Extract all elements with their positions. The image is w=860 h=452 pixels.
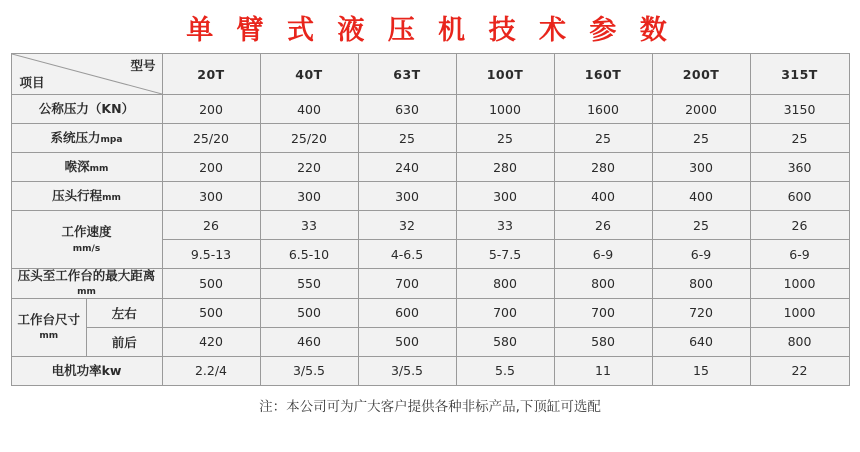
cell-value: 300	[652, 153, 750, 182]
row-sublabel-left-right: 左右	[87, 298, 163, 327]
column-header-model-2: 40T	[260, 54, 358, 95]
cell-value: 700	[358, 269, 456, 299]
cell-value: 700	[554, 298, 652, 327]
column-header-model-6: 200T	[652, 54, 750, 95]
cell-value: 460	[260, 327, 358, 356]
table-row	[11, 95, 849, 124]
cell-value: 630	[358, 95, 456, 124]
row-label-working-speed	[11, 211, 162, 269]
cell-value: 550	[260, 269, 358, 299]
cell-value: 25	[358, 124, 456, 153]
cell-value: 1600	[554, 95, 652, 124]
cell-value: 25	[456, 124, 554, 153]
cell-value: 9.5-13	[162, 240, 260, 269]
cell-value: 26	[554, 211, 652, 240]
cell-value: 26	[162, 211, 260, 240]
cell-value: 2.2/4	[162, 356, 260, 385]
cell-value: 6.5-10	[260, 240, 358, 269]
footer-note: 注：本公司可为广大客户提供各种非标产品,下顶缸可选配	[259, 398, 601, 415]
table-row	[11, 182, 849, 211]
table-header-row	[11, 54, 849, 95]
cell-value: 200	[162, 153, 260, 182]
row-label-throat-depth	[11, 153, 162, 182]
column-header-model-1: 20T	[162, 54, 260, 95]
row-label-unit: mm	[77, 287, 96, 298]
cell-value: 400	[554, 182, 652, 211]
cell-value: 280	[456, 153, 554, 182]
cell-value: 800	[652, 269, 750, 299]
cell-value: 220	[260, 153, 358, 182]
row-label-unit: mm	[102, 192, 121, 203]
table-row	[11, 211, 849, 240]
row-label-unit: mm	[39, 331, 59, 342]
cell-value: 420	[162, 327, 260, 356]
cell-value: 280	[554, 153, 652, 182]
row-label-unit: mm	[89, 163, 109, 174]
cell-value: 5.5	[456, 356, 554, 385]
cell-value: 500	[358, 327, 456, 356]
row-label-max-distance	[11, 269, 162, 299]
row-label-text: 压头行程	[52, 187, 103, 203]
row-label-text: 压头至工作台的最大距离	[17, 268, 156, 283]
cell-value: 6-9	[750, 240, 849, 269]
cell-value: 25/20	[260, 124, 358, 153]
page-title: 单 臂 式 液 压 机 技 术 参 数	[186, 15, 674, 46]
cell-value: 580	[554, 327, 652, 356]
cell-value: 15	[652, 356, 750, 385]
cell-value: 25	[652, 211, 750, 240]
cell-value: 26	[750, 211, 849, 240]
cell-value: 3150	[750, 95, 849, 124]
cell-value: 25/20	[162, 124, 260, 153]
column-header-model-3: 63T	[358, 54, 456, 95]
cell-value: 5-7.5	[456, 240, 554, 269]
cell-value: 400	[652, 182, 750, 211]
row-label-motor-power: 电机功率kw	[11, 356, 162, 385]
header-model-label: 型号	[130, 58, 156, 73]
row-label-nominal-pressure: 公称压力（KN）	[11, 95, 162, 124]
cell-value: 300	[358, 182, 456, 211]
row-label-ram-stroke	[11, 182, 162, 211]
cell-value: 3/5.5	[358, 356, 456, 385]
cell-value: 580	[456, 327, 554, 356]
row-label-text: 工作速度	[61, 224, 112, 240]
table-row	[11, 269, 849, 299]
spec-table	[11, 53, 850, 386]
cell-value: 600	[358, 298, 456, 327]
row-sublabel-front-back: 前后	[87, 327, 163, 356]
cell-value: 25	[652, 124, 750, 153]
cell-value: 33	[260, 211, 358, 240]
row-label-table-size	[11, 298, 87, 356]
cell-value: 800	[456, 269, 554, 299]
table-row	[11, 356, 849, 385]
cell-value: 500	[260, 298, 358, 327]
cell-value: 25	[554, 124, 652, 153]
cell-value: 300	[456, 182, 554, 211]
table-row	[11, 124, 849, 153]
cell-value: 300	[260, 182, 358, 211]
cell-value: 800	[750, 327, 849, 356]
cell-value: 25	[750, 124, 849, 153]
row-label-text: 喉深	[64, 158, 90, 174]
header-corner-cell	[11, 54, 162, 95]
cell-value: 22	[750, 356, 849, 385]
cell-value: 640	[652, 327, 750, 356]
column-header-model-4: 100T	[456, 54, 554, 95]
row-label-text: 系统压力	[50, 129, 101, 145]
cell-value: 400	[260, 95, 358, 124]
cell-value: 600	[750, 182, 849, 211]
cell-value: 500	[162, 269, 260, 299]
row-label-unit: mpa	[100, 134, 123, 145]
cell-value: 500	[162, 298, 260, 327]
table-row	[11, 327, 849, 356]
cell-value: 1000	[456, 95, 554, 124]
column-header-model-5: 160T	[554, 54, 652, 95]
cell-value: 2000	[652, 95, 750, 124]
table-row	[11, 298, 849, 327]
table-row	[11, 153, 849, 182]
cell-value: 1000	[750, 269, 849, 299]
cell-value: 4-6.5	[358, 240, 456, 269]
cell-value: 33	[456, 211, 554, 240]
cell-value: 800	[554, 269, 652, 299]
cell-value: 1000	[750, 298, 849, 327]
cell-value: 6-9	[554, 240, 652, 269]
header-item-label: 项目	[19, 75, 45, 90]
cell-value: 240	[358, 153, 456, 182]
cell-value: 32	[358, 211, 456, 240]
cell-value: 3/5.5	[260, 356, 358, 385]
cell-value: 720	[652, 298, 750, 327]
cell-value: 200	[162, 95, 260, 124]
cell-value: 11	[554, 356, 652, 385]
row-label-system-pressure	[11, 124, 162, 153]
row-label-unit: mm/s	[72, 243, 101, 254]
cell-value: 360	[750, 153, 849, 182]
cell-value: 300	[162, 182, 260, 211]
column-header-model-7: 315T	[750, 54, 849, 95]
cell-value: 700	[456, 298, 554, 327]
cell-value: 6-9	[652, 240, 750, 269]
row-label-text: 工作台尺寸	[17, 311, 80, 327]
